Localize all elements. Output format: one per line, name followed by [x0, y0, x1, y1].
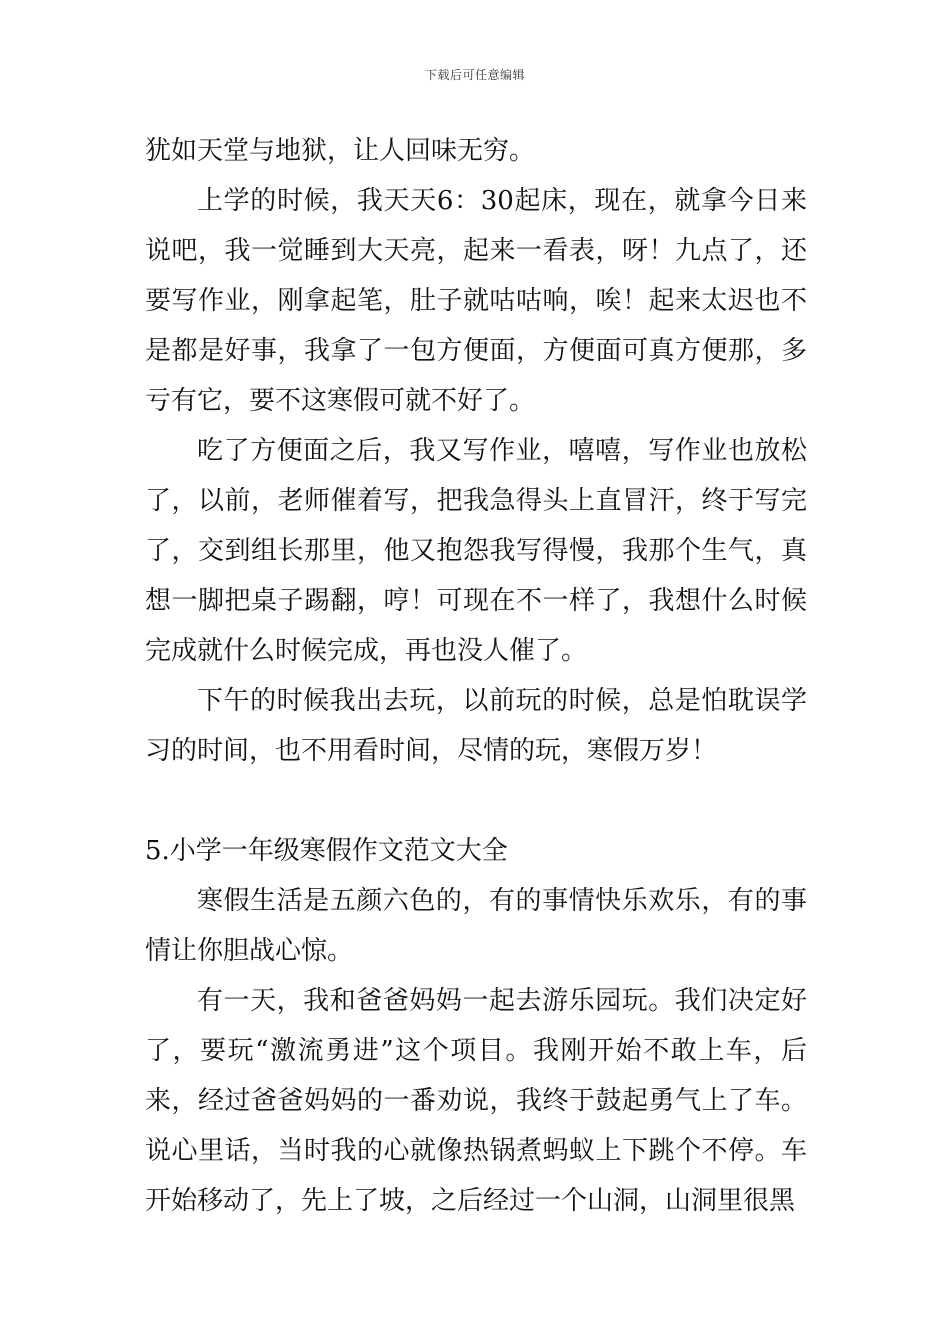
section-heading: 5.小学一年级寒假作文范文大全: [145, 836, 508, 866]
paragraph-amusement-park: 有一天，我和爸爸妈妈一起去游乐园玩。我们决定好了，要玩“激流勇进”这个项目。我刚开始不敢上车，后来，经过爸爸妈妈的一番劝说，我终于鼓起勇气上了车。说心里话，当时我的心就像热锅煮蚂蚁上下跳个不停。车开始移动了，先上了坡，之后经过一个山洞，山洞里很黑: [145, 986, 807, 1216]
paragraph-continuation: 犹如天堂与地狱，让人回味无穷。: [145, 136, 536, 166]
paragraph-afternoon-play: 下午的时候我出去玩，以前玩的时候，总是怕耽误学习的时间，也不用看时间，尽情的玩，寒假万岁！: [145, 686, 807, 766]
paragraph-winter-life: 寒假生活是五颜六色的，有的事情快乐欢乐，有的事情让你胆战心惊。: [145, 886, 807, 966]
paragraph-wake-up: 上学的时候，我天天6：30起床，现在，就拿今日来说吧，我一觉睡到大天亮，起来一看表，呀！九点了，还要写作业，刚拿起笔，肚子就咕咕响，唉！起来太迟也不是都是好事，我拿了一包方便面，方便面可真方便那，多亏有它，要不这寒假可就不好了。: [145, 186, 807, 416]
paragraph-homework: 吃了方便面之后，我又写作业，嘻嘻，写作业也放松了，以前，老师催着写，把我急得头上直冒汗，终于写完了，交到组长那里，他又抱怨我写得慢，我那个生气，真想一脚把桌子踢翻，哼！可现在不一样了，我想什么时候完成就什么时候完成，再也没人催了。: [145, 436, 807, 666]
document-body: [145, 126, 807, 1226]
page-header-note: 下载后可任意编辑: [424, 68, 525, 82]
